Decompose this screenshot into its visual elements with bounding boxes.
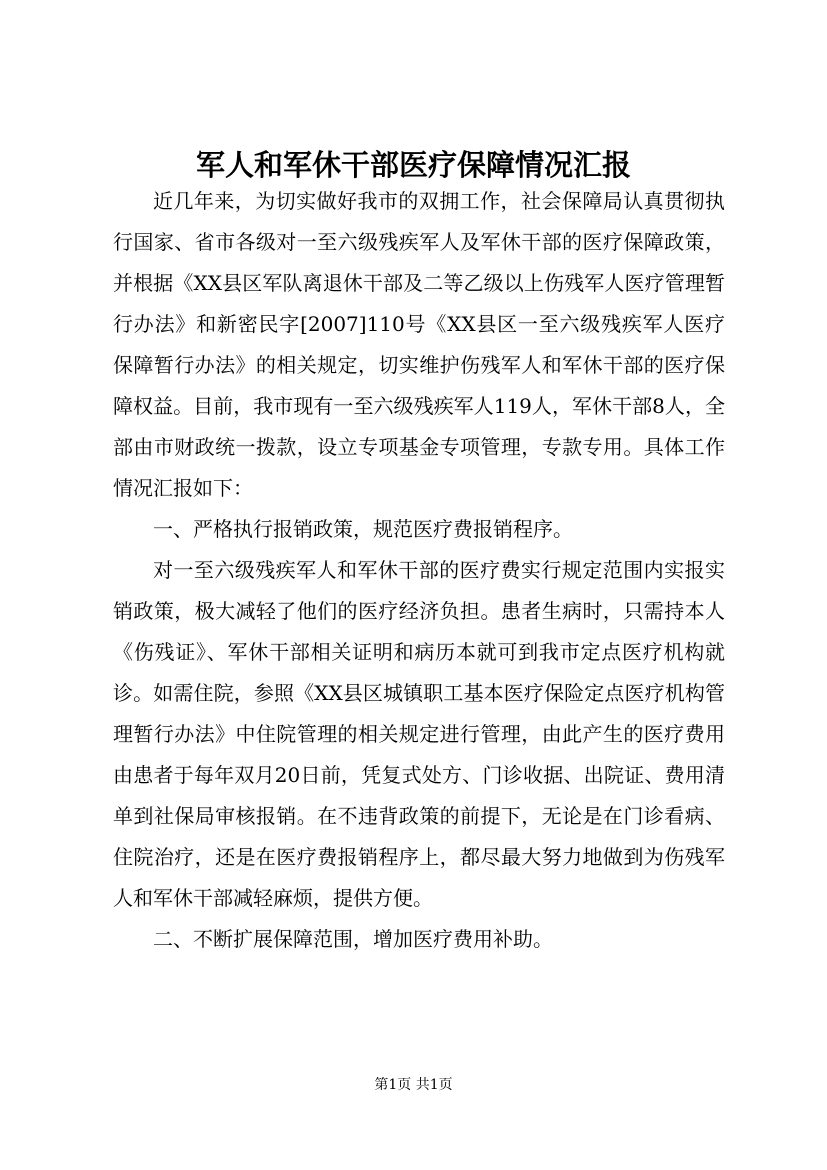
section-heading-2: 二、不断扩展保障范围，增加医疗费用补助。 [153, 927, 553, 951]
document-body [113, 181, 725, 960]
section-heading-1: 一、严格执行报销政策，规范医疗费报销程序。 [153, 517, 573, 541]
document-title: 军人和军休干部医疗保障情况汇报 [195, 148, 631, 182]
paragraph-section-1: 对一至六级残疾军人和军休干部的医疗费实行规定范围内实报实销政策，极大减轻了他们的医疗经济负担。患者生病时，只需持本人《伤残证》、军休干部相关证明和病历本就可到我市定点医疗机构就诊。如需住院，参照《XX县区城镇职工基本医疗保险定点医疗机构管理暂行办法》中住院管理的相关规定进行管理，由此产生的医疗费用由患者于每年双月20日前，凭复式处方、门诊收据、出院证、费用清单到社保局审核报销。在不违背政策的前提下，无论是在门诊看病、住院治疗，还是在医疗费报销程序上，都尽最大努力地做到为伤残军人和军休干部减轻麻烦，提供方便。 [113, 558, 725, 910]
page-footer: 第1页 共1页 [374, 1077, 453, 1093]
paragraph-intro: 近几年来，为切实做好我市的双拥工作，社会保障局认真贯彻执行国家、省市各级对一至六级残疾军人及军休干部的医疗保障政策，并根据《XX县区军队离退休干部及二等乙级以上伤残军人医疗管理暂行办法》和新密民字[2007]110号《XX县区一至六级残疾军人医疗保障暂行办法》的相关规定，切实维护伤残军人和军休干部的医疗保障权益。目前，我市现有一至六级残疾军人119人，军休干部8人，全部由市财政统一拨款，设立专项基金专项管理，专款专用。具体工作情况汇报如下： [113, 189, 725, 500]
